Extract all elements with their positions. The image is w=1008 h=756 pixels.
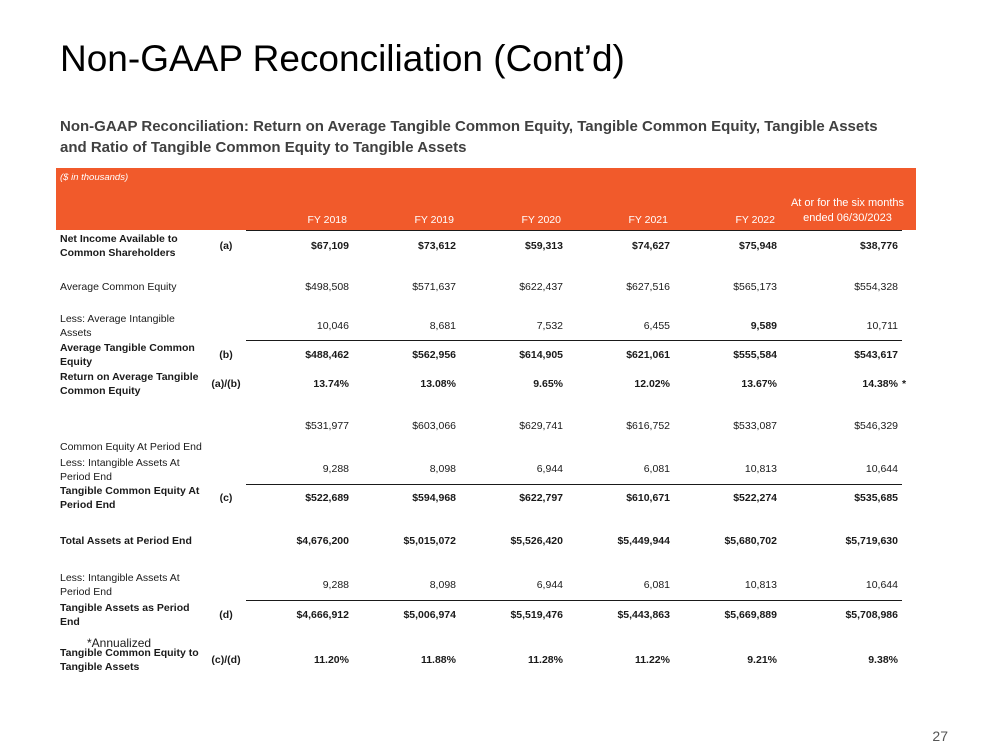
cell-value: $5,006,974 (353, 600, 460, 630)
cell-value: 6,944 (536, 578, 563, 591)
cell-value: $614,905 (460, 340, 567, 370)
annualized-marker (902, 230, 916, 262)
cell-value: $5,669,889 (674, 600, 781, 630)
cell-value: $535,685 (781, 484, 902, 512)
cell-value: 6,944 (536, 462, 563, 475)
cell-value: $565,173 (733, 281, 777, 293)
cell-value: $603,066 (412, 420, 456, 432)
cell-value: 13.67% (741, 378, 777, 390)
cell-value: $5,526,420 (510, 535, 563, 547)
row-label: Average Tangible Common Equity (60, 342, 195, 368)
units-note: ($ in thousands) (60, 172, 129, 183)
column-header: FY 2021 (628, 213, 668, 226)
annualized-marker (902, 312, 916, 340)
column-header: FY 2019 (414, 213, 454, 226)
cell-value: 11.22% (634, 654, 670, 666)
row-label: Average Common Equity (60, 281, 177, 293)
cell-value: $627,516 (626, 281, 670, 293)
table-row (56, 570, 916, 600)
table-row (56, 312, 916, 340)
cell-value: 10,644 (865, 578, 898, 591)
row-reference: (c) (219, 492, 233, 504)
cell-value: $5,719,630 (845, 535, 898, 547)
slide-title: Non-GAAP Reconciliation (Cont’d) (60, 38, 625, 79)
row-label: Less: Intangible Assets At Period End (60, 572, 180, 598)
row-label: Tangible Assets as Period End (60, 602, 190, 628)
cell-value: 6,081 (643, 578, 670, 591)
cell-value: $522,274 (674, 484, 781, 512)
annualized-marker (902, 630, 916, 690)
row-reference: (b) (219, 349, 233, 361)
cell-value: $622,797 (460, 484, 567, 512)
cell-value: $546,329 (854, 420, 898, 432)
cell-value: 7,532 (536, 319, 563, 332)
cell-value: 10,813 (744, 578, 777, 591)
cell-value: 10,644 (865, 462, 898, 475)
column-header: FY 2018 (307, 213, 347, 226)
cell-value: $5,519,476 (460, 600, 567, 630)
row-reference (206, 454, 246, 484)
cell-value: 11.88% (420, 654, 456, 666)
cell-value: $555,584 (674, 340, 781, 370)
row-reference (206, 512, 246, 570)
table-row (56, 484, 916, 512)
cell-value: 6,081 (643, 462, 670, 475)
annualized-marker (902, 512, 916, 570)
cell-value: 8,098 (429, 578, 456, 591)
footnote: *Annualized (87, 636, 152, 650)
annualized-marker (902, 484, 916, 512)
row-reference (206, 312, 246, 340)
cell-value: $75,948 (674, 230, 781, 262)
cell-value: 9.38% (868, 654, 898, 666)
cell-value: $5,680,702 (724, 535, 777, 547)
table-row (56, 340, 916, 370)
cell-value: 9,288 (322, 462, 349, 475)
cell-value: $629,741 (519, 420, 563, 432)
row-reference (206, 262, 246, 312)
cell-value: 9,288 (322, 578, 349, 591)
row-label: Net Income Available to Common Shareholders (60, 233, 178, 259)
column-header: At or for the six months ended 06/30/2023 (790, 196, 905, 224)
cell-value: 11.20% (313, 654, 349, 666)
cell-value: $616,752 (626, 420, 670, 432)
annualized-marker (902, 570, 916, 600)
table-row (56, 370, 916, 398)
cell-value: 14.38% (862, 378, 898, 390)
cell-value: $5,015,072 (403, 535, 456, 547)
cell-value: $571,637 (412, 281, 456, 293)
cell-value: $5,443,863 (567, 600, 674, 630)
cell-value: $543,617 (781, 340, 902, 370)
page-number: 27 (932, 728, 948, 744)
table-row (56, 600, 916, 630)
row-label: Less: Intangible Assets At Period End (60, 457, 180, 483)
row-label: Return on Average Tangible Common Equity (60, 371, 199, 397)
column-header: FY 2022 (735, 213, 775, 226)
annualized-marker (902, 600, 916, 630)
cell-value: 9,589 (750, 319, 777, 332)
cell-value: 11.28% (527, 654, 563, 666)
cell-value: $562,956 (353, 340, 460, 370)
row-reference (206, 398, 246, 454)
table-row (56, 262, 916, 312)
cell-value: $59,313 (460, 230, 567, 262)
annualized-marker (902, 262, 916, 312)
cell-value: $610,671 (567, 484, 674, 512)
cell-value: $488,462 (246, 340, 353, 370)
cell-value: $622,437 (519, 281, 563, 293)
row-reference (206, 570, 246, 600)
cell-value: $5,708,986 (781, 600, 902, 630)
table-row (56, 512, 916, 570)
cell-value: 10,813 (744, 462, 777, 475)
row-label: Total Assets at Period End (60, 535, 192, 547)
annualized-marker (902, 454, 916, 484)
table-row (56, 398, 916, 454)
row-label: Less: Average Intangible Assets (60, 313, 175, 339)
cell-value: 10,711 (866, 319, 898, 332)
cell-value: 12.02% (634, 378, 670, 390)
cell-value: $73,612 (353, 230, 460, 262)
cell-value: $554,328 (854, 281, 898, 293)
annualized-marker: * (902, 378, 907, 390)
cell-value: 6,455 (643, 319, 670, 332)
table-title: Non-GAAP Reconciliation: Return on Average Tangible Common Equity, Tangible Common Equity, Tangible Assets and Ratio of Tangible Common Equity to Tangible Assets (60, 118, 878, 156)
row-reference: (c)/(d) (211, 654, 241, 666)
cell-value: $533,087 (733, 420, 777, 432)
annualized-marker (902, 398, 916, 454)
row-reference: (d) (219, 609, 233, 621)
cell-value: $5,449,944 (617, 535, 670, 547)
table-row (56, 454, 916, 484)
table-header-row (56, 168, 916, 230)
cell-value: $498,508 (305, 281, 349, 293)
cell-value: $74,627 (567, 230, 674, 262)
row-reference: (a) (219, 240, 233, 252)
cell-value: $522,689 (246, 484, 353, 512)
cell-value: 9.65% (533, 378, 563, 390)
cell-value: $4,676,200 (296, 535, 349, 547)
table-row (56, 230, 916, 262)
cell-value: 9.21% (747, 654, 777, 666)
cell-value: $621,061 (567, 340, 674, 370)
cell-value: 8,098 (429, 462, 456, 475)
cell-value: $4,666,912 (246, 600, 353, 630)
reconciliation-table (56, 168, 916, 690)
row-label: Common Equity At Period End (60, 441, 202, 453)
cell-value: $38,776 (781, 230, 902, 262)
cell-value: 13.74% (313, 378, 349, 390)
cell-value: $531,977 (305, 420, 349, 432)
cell-value: 10,046 (316, 319, 349, 332)
table-row (56, 630, 916, 690)
annualized-marker (902, 340, 916, 370)
cell-value: 8,681 (429, 319, 456, 332)
row-label: Tangible Common Equity At Period End (60, 485, 200, 511)
row-label: Tangible Common Equity to Tangible Assets (60, 647, 199, 673)
row-reference: (a)/(b) (211, 378, 241, 390)
cell-value: $67,109 (246, 230, 353, 262)
cell-value: 13.08% (420, 378, 456, 390)
cell-value: $594,968 (353, 484, 460, 512)
column-header: FY 2020 (521, 213, 561, 226)
